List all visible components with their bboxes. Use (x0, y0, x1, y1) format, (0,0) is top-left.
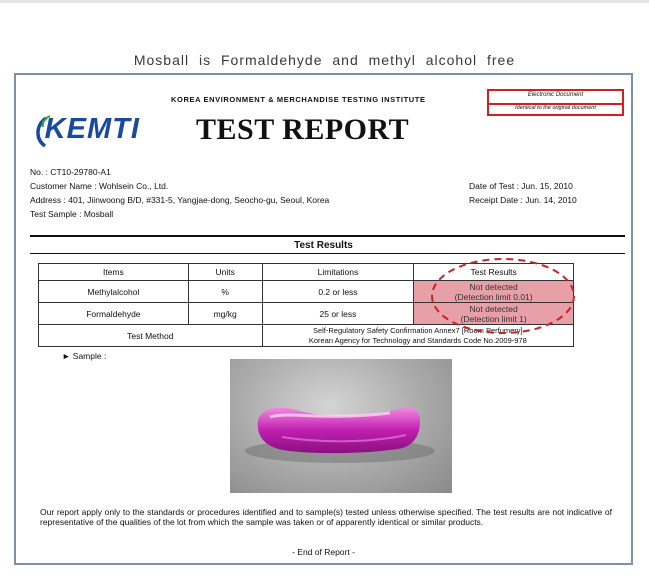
result-limit: (Detection limit 0.01) (454, 291, 533, 302)
result-limit: (Detection limit 1) (460, 313, 527, 324)
top-divider (0, 0, 649, 3)
report-number: No. : CT10-29780-A1 (30, 167, 111, 177)
stamp-line-2: Identical to the original document (515, 105, 596, 111)
limit-cell: 25 or less (262, 303, 414, 325)
report-disclaimer: Our report apply only to the standards or procedures identified and to sample(s) tested unless otherwise specified. The test results are not indicative of representative of the qualities of the lot from which the sample was taken or of apparently identical or similar products. (40, 507, 612, 527)
stamp-line-1: Electronic Document (527, 92, 584, 98)
header-test-results: Test Results (414, 264, 574, 281)
date-of-test: Date of Test : Jun. 15, 2010 (469, 181, 573, 191)
results-rule-bottom (30, 253, 625, 254)
receipt-date: Receipt Date : Jun. 14, 2010 (469, 195, 577, 205)
header-limitations: Limitations (262, 264, 414, 281)
method-line-2: Korean Agency for Technology and Standards Code No.2009-978 (308, 335, 527, 345)
method-line-1: Self-Regulatory Safety Confirmation Annex7 [Room Perfumery] (312, 325, 523, 335)
result-status: Not detected (469, 303, 518, 314)
header-units: Units (188, 264, 262, 281)
results-heading: Test Results (294, 240, 353, 251)
test-report-document (14, 73, 633, 565)
unit-cell: % (188, 281, 262, 303)
item-cell: Methylalcohol (39, 281, 189, 303)
sample-photo (230, 359, 452, 493)
caption: Mosball is Formaldehyde and methyl alcohol free (133, 52, 516, 68)
red-dashed-circle-annotation (428, 255, 578, 337)
mosball-gel-image (230, 359, 452, 493)
sample-label: ► Sample : (62, 351, 107, 361)
electronic-document-stamp (487, 89, 624, 116)
item-cell: Formaldehyde (39, 303, 189, 325)
results-rule-top (30, 235, 625, 237)
test-sample: Test Sample : Mosball (30, 209, 114, 219)
customer-name: Customer Name : Wohlsein Co., Ltd. (30, 181, 169, 191)
report-title: TEST REPORT (196, 113, 410, 146)
result-status: Not detected (469, 281, 518, 292)
limit-cell: 0.2 or less (262, 281, 414, 303)
kemti-logo: KEMTI (44, 113, 140, 145)
institute-name: KOREA ENVIRONMENT & MERCHANDISE TESTING INSTITUTE (171, 95, 426, 104)
customer-address: Address : 401, Jiinwoong B/D, #331-5, Yangjae-dong, Seocho-gu, Seoul, Korea (30, 195, 330, 205)
unit-cell: mg/kg (188, 303, 262, 325)
method-label: Test Method (39, 325, 263, 347)
end-of-report: - End of Report - (292, 547, 355, 557)
header-items: Items (39, 264, 189, 281)
